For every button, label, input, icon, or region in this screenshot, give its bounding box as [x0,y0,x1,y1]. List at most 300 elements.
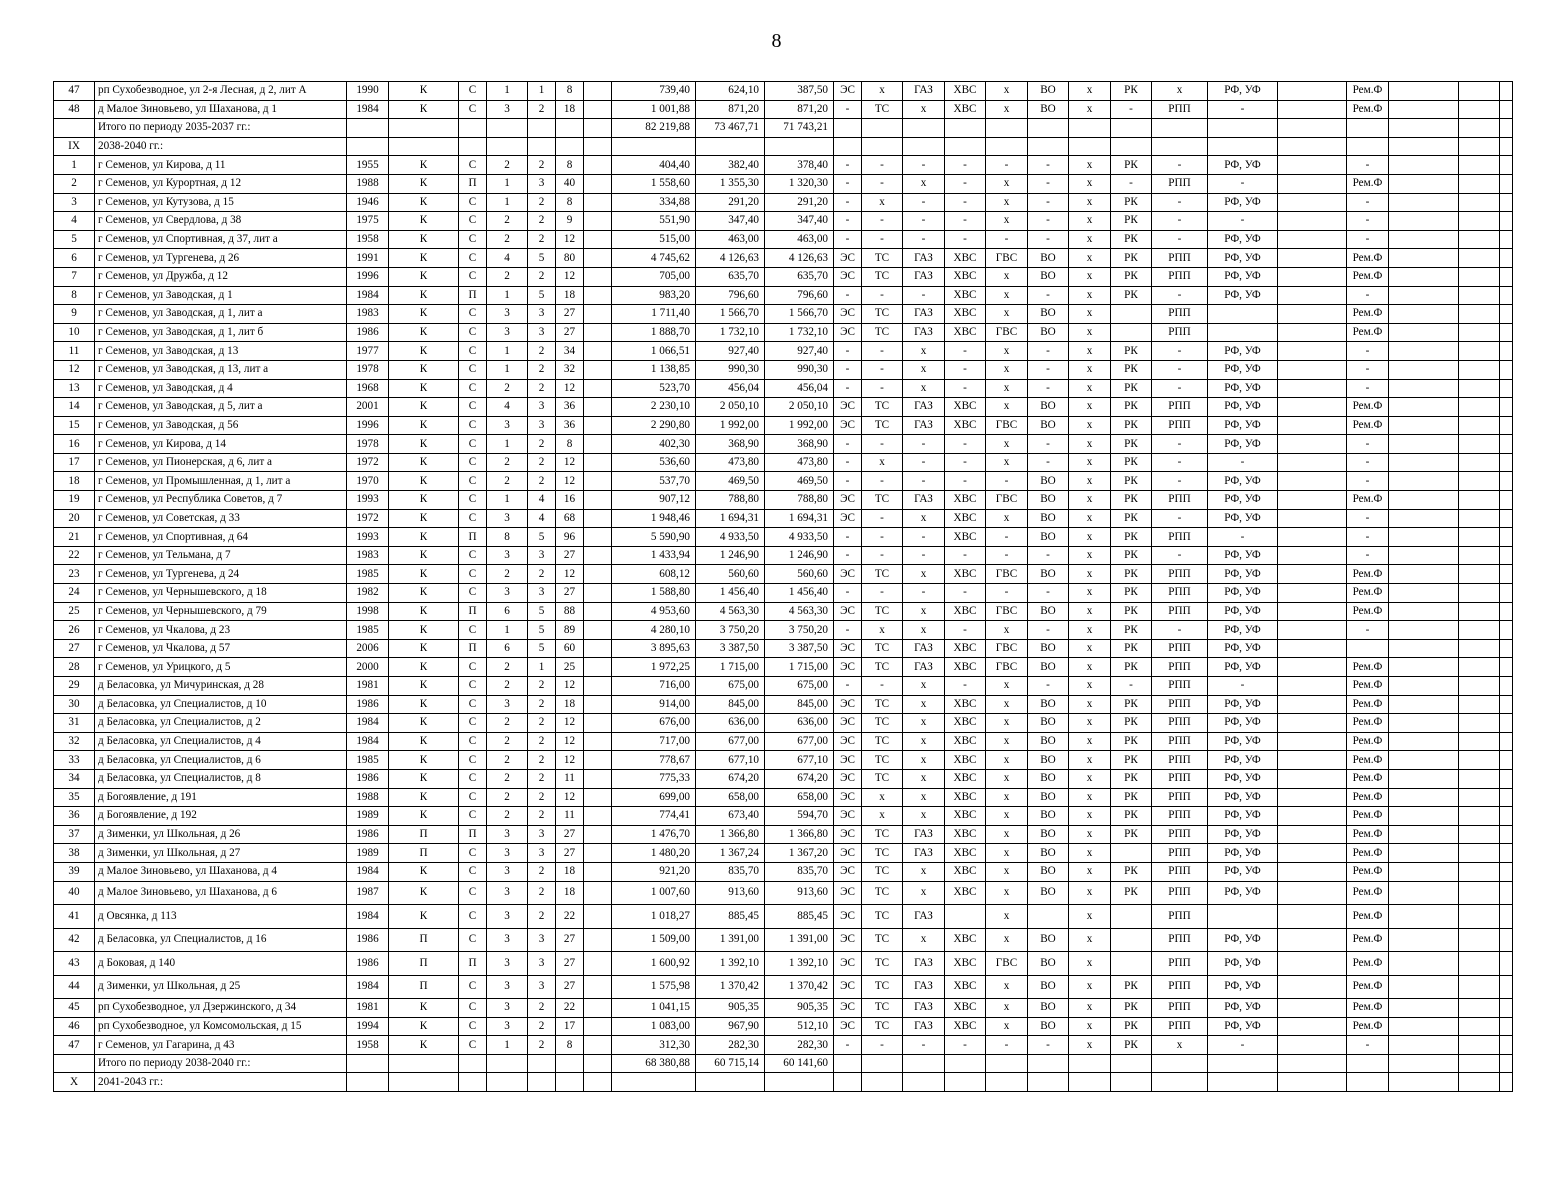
table-cell [1500,999,1513,1018]
table-cell: - [945,212,986,231]
table-cell [1459,100,1500,119]
table-cell: С [459,584,487,603]
table-cell: ГВС [986,491,1028,510]
table-cell: 3 [528,546,556,565]
table-cell: - [1152,453,1208,472]
row-number-cell: 9 [54,305,95,324]
row-number-cell: 3 [54,193,95,212]
table-cell: - [1208,212,1278,231]
address-cell: д Овсянка, д 113 [95,905,347,929]
table-cell: С [459,565,487,584]
table-cell: РПП [1152,658,1208,677]
table-cell: 1 391,00 [765,928,834,952]
table-cell: 2 [487,212,528,231]
table-cell: ХВС [945,398,986,417]
table-cell [584,677,612,696]
table-cell [1500,212,1513,231]
page-number: 8 [771,30,782,52]
table-row [54,286,1513,305]
table-cell: Рем.Ф [1347,584,1389,603]
table-cell [1500,825,1513,844]
table-cell: х [903,100,945,119]
table-row [54,1054,1513,1073]
table-cell: - [903,286,945,305]
table-cell [1500,732,1513,751]
table-cell: - [1152,379,1208,398]
table-cell: - [1028,435,1069,454]
address-cell: д Беласовка, ул Специалистов, д 2 [95,714,347,733]
table-cell: 27 [556,825,584,844]
table-cell: 1 732,10 [696,323,765,342]
address-cell: д Беласовка, ул Специалистов, д 4 [95,732,347,751]
table-cell: - [1152,193,1208,212]
table-cell [862,119,903,138]
table-cell: х [986,305,1028,324]
table-cell: ВО [1028,267,1069,286]
table-row [54,137,1513,156]
table-cell: 1983 [347,546,389,565]
table-cell: - [1347,472,1389,491]
table-cell [584,342,612,361]
table-row [54,1036,1513,1055]
table-cell: х [1069,602,1111,621]
table-cell: РК [1111,342,1152,361]
table-cell: - [834,230,862,249]
table-cell: - [834,286,862,305]
table-cell: 22 [556,905,584,929]
table-cell [1500,695,1513,714]
table-cell: 788,80 [765,491,834,510]
table-cell [1278,546,1347,565]
table-cell [1500,82,1513,101]
table-cell: К [389,807,459,826]
table-cell: - [1028,379,1069,398]
table-cell [584,249,612,268]
table-cell: ТС [862,999,903,1018]
table-cell: Рем.Ф [1347,416,1389,435]
table-cell: 3 387,50 [696,639,765,658]
table-cell [528,1073,556,1092]
table-cell: ТС [862,565,903,584]
table-cell: С [459,844,487,863]
table-cell [1459,435,1500,454]
table-cell: С [459,472,487,491]
table-cell: 2 [487,658,528,677]
table-cell: 788,80 [696,491,765,510]
table-cell: ТС [862,602,903,621]
table-cell: - [945,546,986,565]
table-cell: 1975 [347,212,389,231]
table-cell: РПП [1152,769,1208,788]
table-cell: ХВС [945,1017,986,1036]
table-cell [1389,905,1459,929]
table-cell: 677,10 [765,751,834,770]
table-cell: РК [1111,584,1152,603]
table-cell [1500,193,1513,212]
table-cell: ВО [1028,416,1069,435]
table-cell: ТС [862,639,903,658]
table-cell: 8 [556,193,584,212]
table-cell: 635,70 [696,267,765,286]
table-row [54,658,1513,677]
table-cell [1389,732,1459,751]
table-cell: 3 [487,416,528,435]
table-cell: 967,90 [696,1017,765,1036]
table-cell: РК [1111,546,1152,565]
table-cell: 1 [487,435,528,454]
table-cell: - [834,360,862,379]
table-cell: х [986,342,1028,361]
table-cell [1500,472,1513,491]
table-cell: РПП [1152,174,1208,193]
table-cell [903,137,945,156]
table-cell: РФ, УФ [1208,509,1278,528]
table-cell: 1982 [347,584,389,603]
table-cell [584,584,612,603]
table-cell [1278,360,1347,379]
table-cell: 18 [556,881,584,905]
table-cell [487,1073,528,1092]
table-cell: 676,00 [612,714,696,733]
table-cell: ЭС [834,881,862,905]
table-cell: - [1347,435,1389,454]
table-cell [1028,137,1069,156]
table-cell: - [903,193,945,212]
table-cell: ТС [862,844,903,863]
table-cell: 1 [487,193,528,212]
table-cell: ХВС [945,323,986,342]
table-cell [1459,1054,1500,1073]
table-row [54,156,1513,175]
table-cell [1347,119,1389,138]
table-cell [1459,905,1500,929]
table-cell: С [459,342,487,361]
table-cell: - [1152,156,1208,175]
table-cell: РФ, УФ [1208,584,1278,603]
table-cell: К [389,602,459,621]
table-cell: 1 066,51 [612,342,696,361]
table-cell: 2 [528,881,556,905]
table-cell: х [903,621,945,640]
table-cell [1389,999,1459,1018]
table-cell: 2 [528,453,556,472]
table-cell [1500,453,1513,472]
table-cell: 1 972,25 [612,658,696,677]
table-cell: 774,41 [612,807,696,826]
table-cell [986,1073,1028,1092]
table-cell: ВО [1028,602,1069,621]
table-cell: х [903,174,945,193]
table-cell [1389,928,1459,952]
table-cell: ВО [1028,491,1069,510]
table-cell: 778,67 [612,751,696,770]
table-cell: 2006 [347,639,389,658]
table-cell: - [834,1036,862,1055]
table-cell: - [986,230,1028,249]
table-cell: ЭС [834,788,862,807]
table-cell: ГАЗ [903,999,945,1018]
row-number-cell: 16 [54,435,95,454]
table-cell: С [459,212,487,231]
table-cell: х [986,174,1028,193]
table-cell: ГВС [986,416,1028,435]
table-cell: 12 [556,379,584,398]
table-cell: ГАЗ [903,952,945,976]
table-cell [1028,905,1069,929]
table-cell: х [1069,975,1111,999]
table-cell: ВО [1028,844,1069,863]
table-row [54,528,1513,547]
table-cell: 2 [528,1036,556,1055]
address-cell: д Беласовка, ул Мичуринская, д 28 [95,677,347,696]
table-cell: х [1069,999,1111,1018]
table-cell: 1991 [347,249,389,268]
table-cell: 18 [556,862,584,881]
table-cell: 5 [528,528,556,547]
table-cell: - [862,342,903,361]
table-cell: - [862,546,903,565]
table-cell [487,1054,528,1073]
table-cell: 1993 [347,491,389,510]
table-cell: ТС [862,658,903,677]
table-cell: 1 600,92 [612,952,696,976]
table-cell: - [862,677,903,696]
table-cell [1459,472,1500,491]
address-cell: д Беласовка, ул Специалистов, д 6 [95,751,347,770]
table-cell [584,844,612,863]
table-cell: ХВС [945,844,986,863]
table-cell: 2 [528,862,556,881]
table-cell [1278,844,1347,863]
table-cell: 1 367,24 [696,844,765,863]
table-row [54,398,1513,417]
table-cell: 404,40 [612,156,696,175]
table-cell: РФ, УФ [1208,1017,1278,1036]
table-cell [1278,1017,1347,1036]
table-cell [1111,1073,1152,1092]
table-cell [1389,156,1459,175]
table-cell: - [862,584,903,603]
table-cell: ТС [862,928,903,952]
table-cell: С [459,732,487,751]
table-cell: РК [1111,1036,1152,1055]
table-cell: 1958 [347,1036,389,1055]
table-cell: - [945,360,986,379]
table-cell [1500,342,1513,361]
table-cell [1278,1073,1347,1092]
table-cell: 3 [487,862,528,881]
table-cell: 347,40 [765,212,834,231]
table-cell [1459,807,1500,826]
table-cell [1459,82,1500,101]
table-cell [986,137,1028,156]
table-cell [1459,825,1500,844]
table-cell: - [1028,1036,1069,1055]
table-cell: РК [1111,509,1152,528]
table-cell: 12 [556,453,584,472]
table-cell: ВО [1028,928,1069,952]
table-cell: 4 563,30 [765,602,834,621]
table-cell: С [459,881,487,905]
table-cell: - [1347,379,1389,398]
table-cell: 1 948,46 [612,509,696,528]
table-cell: х [1069,546,1111,565]
table-cell: 3 [487,305,528,324]
table-cell: ТС [862,1017,903,1036]
table-cell: х [903,379,945,398]
table-cell: К [389,230,459,249]
table-cell [1278,137,1347,156]
table-cell: 3 [487,844,528,863]
table-cell [1389,491,1459,510]
table-cell: РФ, УФ [1208,621,1278,640]
table-cell: РК [1111,788,1152,807]
table-cell [1459,453,1500,472]
row-number-cell: 5 [54,230,95,249]
table-cell: 60 [556,639,584,658]
table-cell: Рем.Ф [1347,714,1389,733]
table-cell: ЭС [834,952,862,976]
table-cell [1500,881,1513,905]
row-number-cell: 26 [54,621,95,640]
table-cell: х [903,732,945,751]
table-cell: 402,30 [612,435,696,454]
table-cell: РФ, УФ [1208,658,1278,677]
table-cell [1500,416,1513,435]
table-cell: ВО [1028,732,1069,751]
table-cell [1389,881,1459,905]
table-cell [1500,491,1513,510]
address-cell: д Зименки, ул Школьная, д 25 [95,975,347,999]
table-cell [584,528,612,547]
table-cell: ЭС [834,695,862,714]
table-cell: х [903,751,945,770]
table-cell: РК [1111,639,1152,658]
table-cell: 1 566,70 [765,305,834,324]
table-cell: 905,35 [696,999,765,1018]
table-cell: - [986,1036,1028,1055]
table-cell [1389,751,1459,770]
table-cell: РФ, УФ [1208,952,1278,976]
address-cell: г Семенов, ул Заводская, д 1, лит б [95,323,347,342]
table-cell: ЭС [834,82,862,101]
table-cell [1389,193,1459,212]
table-cell: 1972 [347,453,389,472]
table-cell: РК [1111,1017,1152,1036]
table-cell [1500,249,1513,268]
table-cell [1389,621,1459,640]
table-cell: 1 246,90 [696,546,765,565]
table-cell [584,1036,612,1055]
table-cell: - [1028,156,1069,175]
table-cell: 1 392,10 [765,952,834,976]
table-cell: РК [1111,82,1152,101]
table-row [54,695,1513,714]
row-number-cell: 30 [54,695,95,714]
table-cell: х [1069,1036,1111,1055]
table-cell: РПП [1152,416,1208,435]
table-cell: - [903,1036,945,1055]
table-cell [986,119,1028,138]
table-cell: х [1069,952,1111,976]
table-cell: х [1069,807,1111,826]
table-cell: П [459,174,487,193]
table-cell [1459,119,1500,138]
table-cell [584,472,612,491]
table-cell [945,1073,986,1092]
table-cell [1278,342,1347,361]
table-cell: РФ, УФ [1208,360,1278,379]
table-cell: Рем.Ф [1347,769,1389,788]
table-cell: ГАЗ [903,825,945,844]
table-cell: - [903,546,945,565]
table-cell: С [459,677,487,696]
table-cell: С [459,491,487,510]
table-cell: 1 [487,491,528,510]
table-cell: ЭС [834,807,862,826]
table-cell: РФ, УФ [1208,472,1278,491]
table-cell [1459,212,1500,231]
table-cell [1278,905,1347,929]
table-cell: П [459,286,487,305]
row-number-cell: 37 [54,825,95,844]
table-cell: ЭС [834,491,862,510]
table-cell: ХВС [945,788,986,807]
table-cell [584,807,612,826]
table-cell: - [1028,212,1069,231]
table-cell [945,905,986,929]
table-cell [1278,928,1347,952]
table-cell: Рем.Ф [1347,491,1389,510]
table-cell: С [459,305,487,324]
address-cell: г Семенов, ул Заводская, д 5, лит а [95,398,347,417]
table-cell [945,137,986,156]
table-cell [1459,844,1500,863]
table-cell: 835,70 [765,862,834,881]
table-cell: 927,40 [765,342,834,361]
table-cell: 89 [556,621,584,640]
table-cell: 2 [528,999,556,1018]
table-cell: 1 992,00 [696,416,765,435]
table-cell: 9 [556,212,584,231]
address-cell: Итого по периоду 2035-2037 гг.: [95,119,347,138]
table-cell [1459,360,1500,379]
table-cell [347,1054,389,1073]
table-cell: ХВС [945,82,986,101]
table-cell: - [862,1036,903,1055]
table-cell: 1 355,30 [696,174,765,193]
table-cell: ХВС [945,975,986,999]
table-cell: 1986 [347,952,389,976]
table-cell [584,952,612,976]
address-cell: д Малое Зиновьево, ул Шаханова, д 4 [95,862,347,881]
table-cell: 2 [528,732,556,751]
table-cell: - [1347,156,1389,175]
table-cell: х [1069,928,1111,952]
table-cell: ГАЗ [903,305,945,324]
table-cell: ГВС [986,952,1028,976]
table-cell: 68 [556,509,584,528]
table-cell: ВО [1028,952,1069,976]
table-cell: РК [1111,751,1152,770]
table-cell: К [389,491,459,510]
table-cell [1500,639,1513,658]
table-cell: 8 [487,528,528,547]
table-cell [1459,584,1500,603]
table-cell: 3 [528,398,556,417]
table-cell: х [1069,360,1111,379]
table-cell: С [459,323,487,342]
